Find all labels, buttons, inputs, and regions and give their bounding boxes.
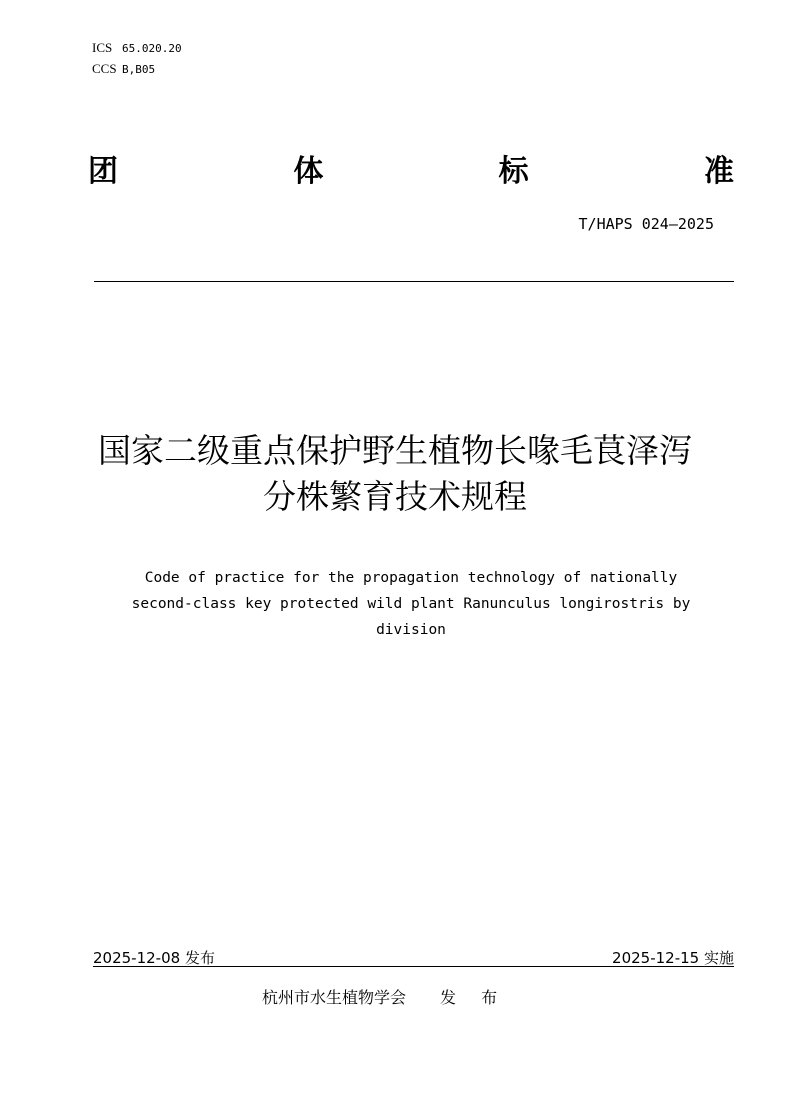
english-title-line-3: division: [376, 622, 446, 638]
english-title: [80, 565, 742, 643]
classification-codes: [92, 38, 182, 80]
standard-number: T/HAPS 024—2025: [578, 215, 714, 233]
top-divider: [94, 281, 734, 282]
heading-char-2: 体: [293, 154, 324, 189]
chinese-title-line-1: 国家二级重点保护野生植物长喙毛茛泽泻: [98, 431, 692, 470]
bottom-divider: [93, 966, 734, 967]
ics-value: 65.020.20: [122, 42, 182, 55]
publisher-suffix: 发 布: [440, 988, 508, 1007]
ccs-label: CCS: [92, 61, 117, 76]
english-title-line-1: Code of practice for the propagation technology of nationally: [144, 570, 678, 586]
implement-date: 2025-12-15 实施: [612, 949, 734, 967]
heading-char-4: 准: [703, 154, 734, 189]
publisher-name: 杭州市水生植物学会: [262, 988, 407, 1007]
standard-type-heading: [88, 150, 734, 194]
publish-date: 2025-12-08 发布: [93, 949, 215, 967]
heading-char-1: 团: [88, 154, 118, 189]
ccs-value: B,B05: [122, 63, 156, 76]
heading-char-3: 标: [498, 154, 529, 189]
english-title-line-2: second-class key protected wild plant Ranunculus longirostris by: [131, 596, 691, 612]
chinese-title: [60, 428, 730, 520]
ics-row: [92, 38, 182, 59]
ics-label: ICS: [92, 40, 113, 55]
publisher: [262, 985, 507, 1008]
chinese-title-line-2: 分株繁育技术规程: [263, 477, 527, 516]
ccs-row: [92, 59, 182, 80]
